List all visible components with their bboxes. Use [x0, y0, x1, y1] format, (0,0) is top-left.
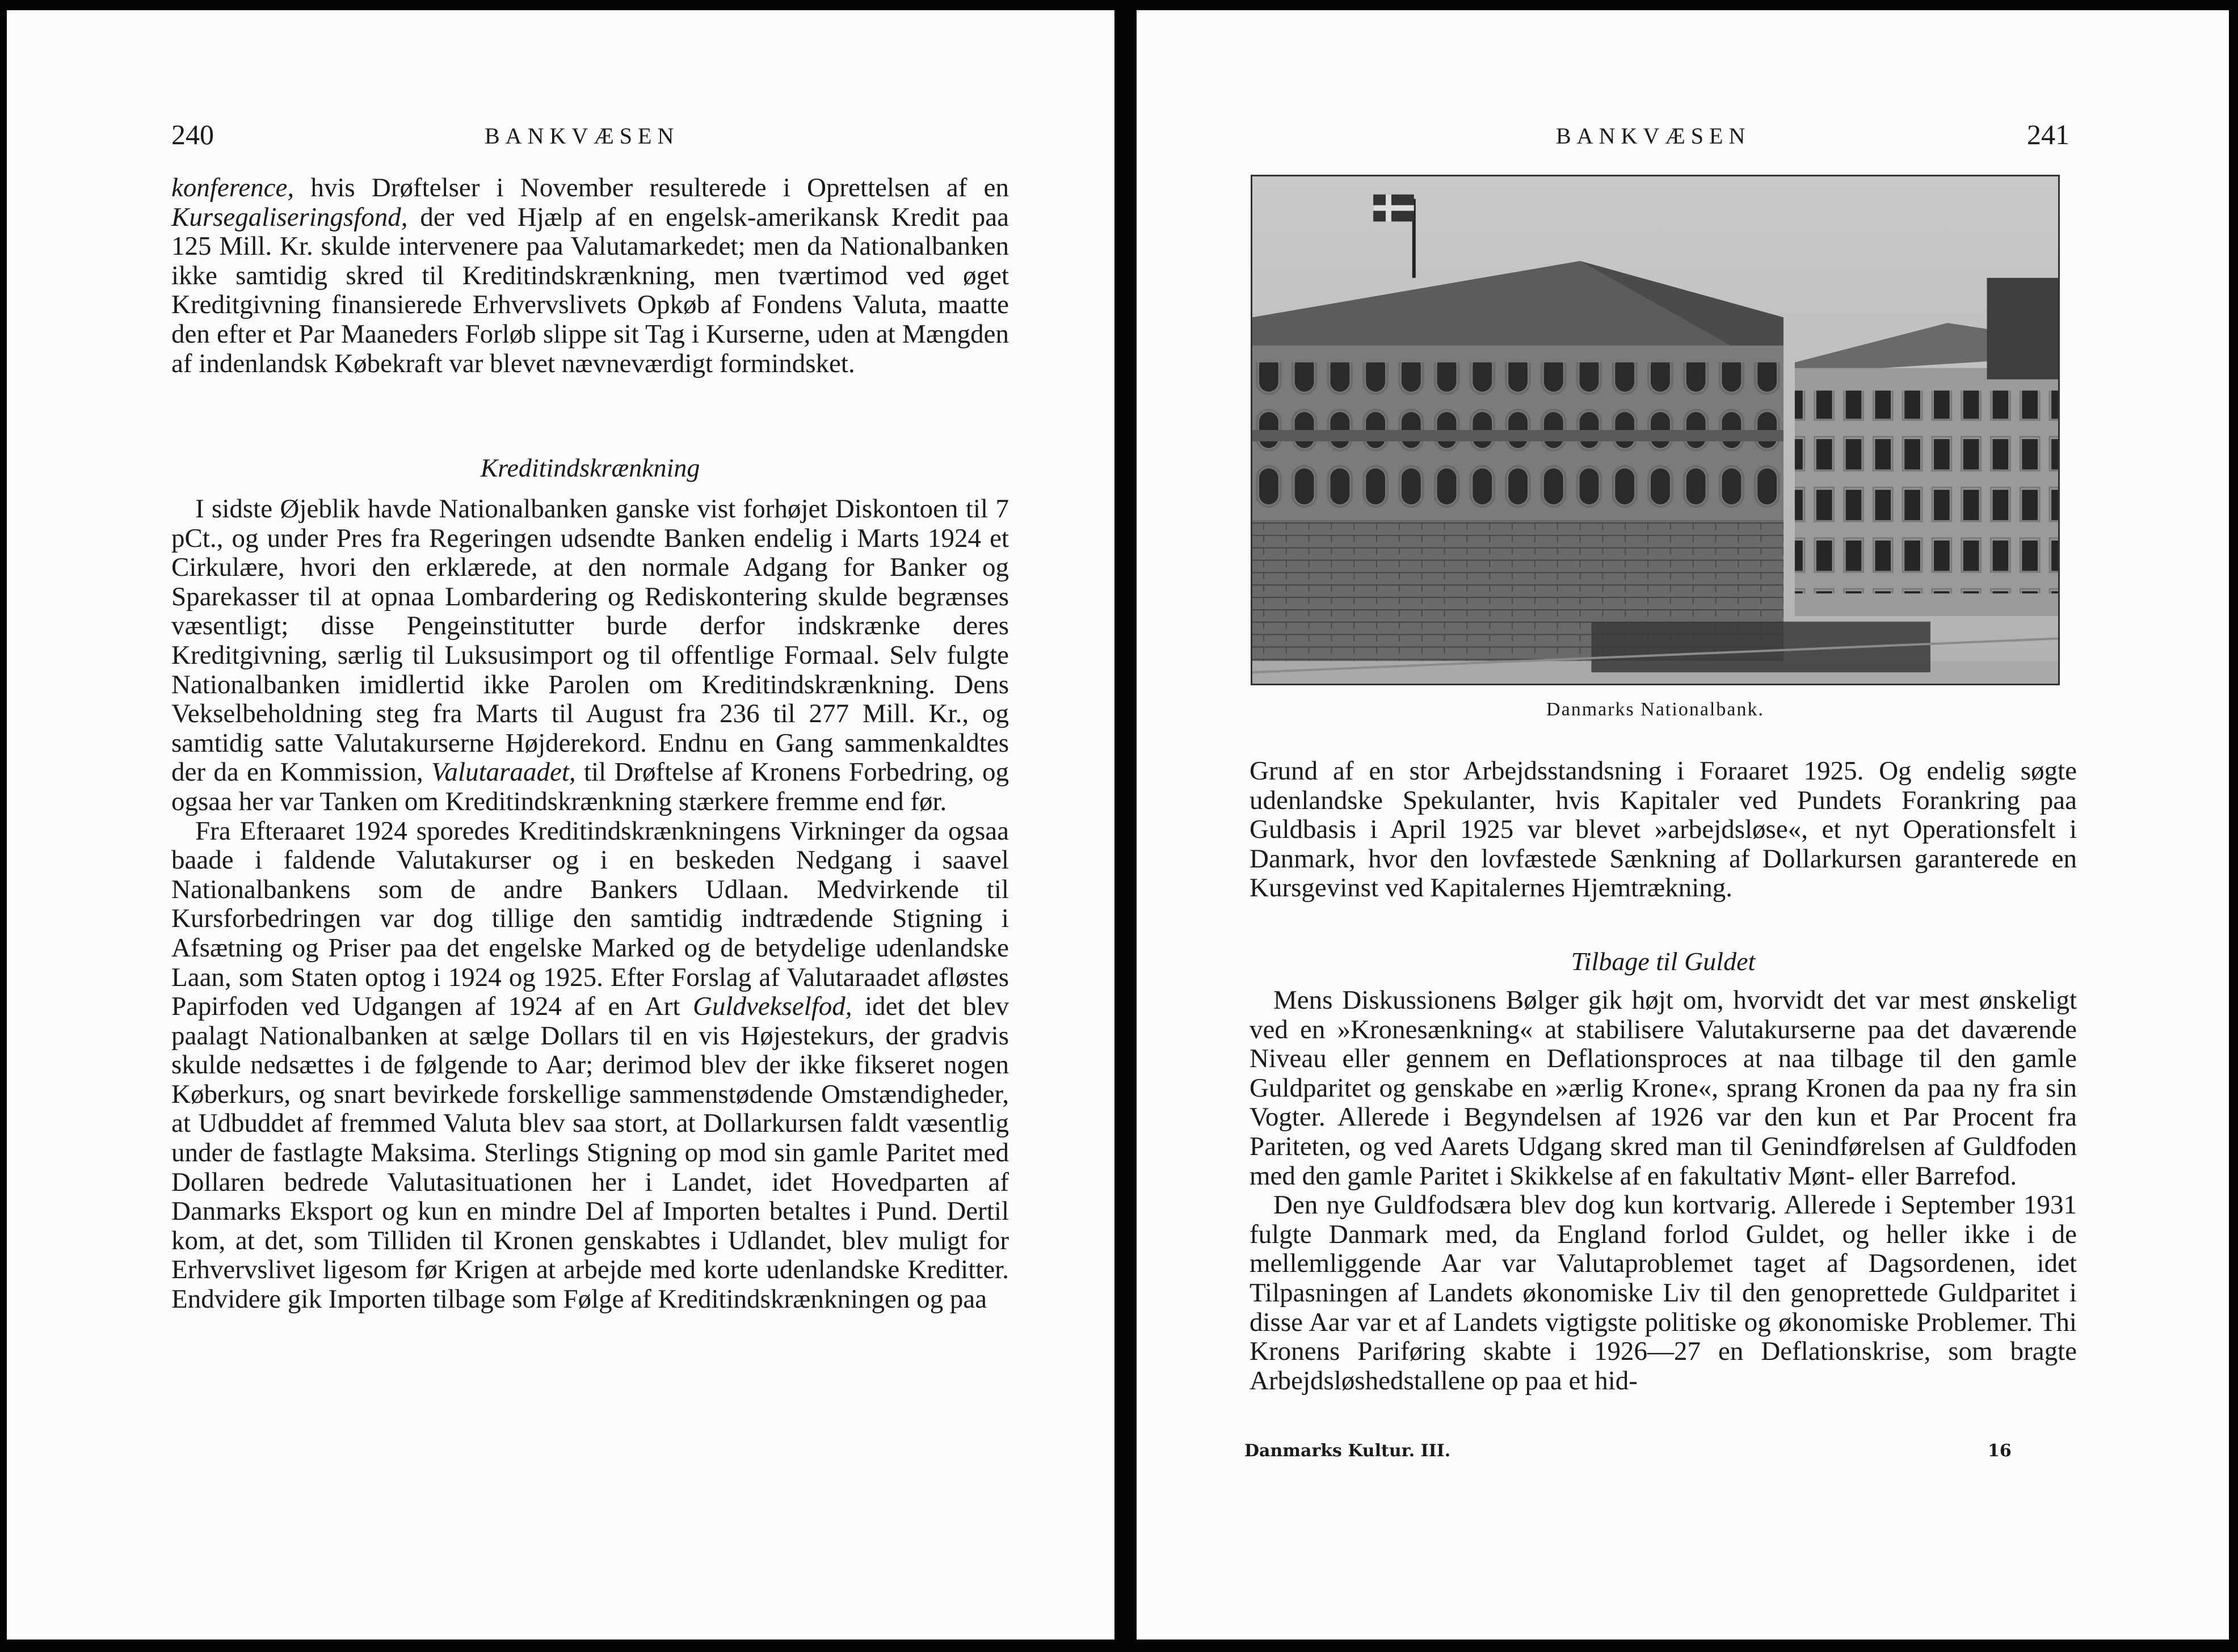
text-run: I sidste Øjeblik havde Nationalbanken ganske vist forhøjet Diskontoen til 7 pCt., og under Pres fra Regeringen udsendte Banken endelig i Marts 1924 et Cirkulære, hvori den erklærede, at den normale Adgang for Banker og Sparekasser til at opnaa Lombardering og Rediskontering skulde begrænses væsentligt; disse Pengeinstitutter burde derfor indskrænke deres Kreditgivning, særlig til Luksusimport og til offentlige Formaal. Selv fulgte Nationalbanken imidlertid ikke Parolen om Kreditindskrænkning. Dens Vekselbeholdning steg fra Marts til August fra 236 til 277 Mill. Kr., og samtidig satte Valutakurserne Højderekord. Endnu en Gang sammenkaldtes der da en Kommission,	[171, 494, 1009, 787]
section-title: Kreditindskrænkning	[480, 453, 700, 482]
italic-term: Guldvekselfod,	[692, 992, 852, 1022]
text-run: der ved Hjælp af en engelsk-amerikansk Kredit paa 125 Mill. Kr. skulde intervenere paa Valutamarkedet; men da Nationalbanken ikke samtidig skred til Kreditindskrænkning, men tværtimod ved øget Kreditgivning finansierede Erhvervslivets Opkøb af Fondens Valuta, maatte den efter et Par Maaneders Forløb slippe sit Tag i Kurserne, uden at Mængden af indenlandsk Købekraft var blevet nævneværdigt formindsket.	[171, 202, 1009, 378]
text-run: Fra Efteraaret 1924 sporedes Kreditindskrænkningens Virkninger da ogsaa baade i faldende Valutakurser og i en beskeden Nedgang i saavel Nationalbankens som de andre Bankers Udlaan. Medvirkende til Kursforbedringen var dog tillige den samtidig indtrædende Stigning i Afsætning og Priser paa det engelske Marked og de betydelige udenlandske Laan, som Staten optog i 1924 og 1925. Efter Forslag af Valutaraadet afløstes Papirfoden ved Udgangen af 1924 af en Art	[171, 816, 1009, 1022]
left-page	[7, 10, 1114, 1640]
body-text-main	[1250, 986, 2077, 1396]
section-title: Tilbage til Guldet	[1571, 947, 1756, 976]
page-number: 241	[2027, 119, 2069, 150]
running-head: BANKVÆSEN	[485, 123, 680, 149]
body-text-main	[171, 495, 1009, 1314]
paragraph	[171, 817, 1009, 1314]
italic-term: Kursegaliseringsfond,	[171, 202, 408, 232]
text-run: til Drøftelse af Kronens Forbedring, og ogsaa her var Tanken om Kreditindskrænkning stærkere fremme end før.	[171, 757, 1009, 816]
building-illustration	[1252, 176, 2058, 684]
text-run: idet det blev paalagt Nationalbanken at sælge Dollars til en vis Højestekurs, der gradvis skulde nedsættes i de følgende to Aar; derimod blev der ikke fikseret nogen Køberkurs, og snart bevirkede forskellige sammenstødende Omstændigheder, at Udbuddet af fremmed Valuta blev saa stort, at Dollarkursen faldt væsentlig under de fastlagte Maksima. Sterlings Stigning op mod sin gamle Paritet med Dollaren bedrede Valutasituationen her i Landet, idet Hovedparten af Danmarks Eksport og kun en mindre Del af Importen betaltes i Pund. Dertil kom, at det, som Tilliden til Kronen genskabtes i Udlandet, blev muligt for Erhvervslivet ligesom før Krigen at arbejde med korte udenlandske Kreditter. Endvidere gik Importen tilbage som Følge af Kreditindskrænkningen og paa	[171, 992, 1009, 1314]
italic-term: Valutaraadet,	[431, 757, 576, 787]
page-number: 240	[171, 119, 214, 150]
nationalbank-photo	[1251, 175, 2060, 685]
text-run: Mens Diskussionens Bølger gik højt om, hvorvidt det var mest ønskeligt ved en »Kronesænkning« at stabilisere Valutakurserne paa det daværende Niveau eller gennem en Deflationsproces at naa tilbage til den gamle Guldparitet og genskabe en »ærlig Krone«, sprang Kronen da paa ny fra sin Vogter. Allerede i Begyndelsen af 1926 var den kun et Par Procent fra Pariteten, og ved Aarets Udgang skred man til Genindførelsen af Guldfoden med den gamle Paritet i Skikkelse af en fakultativ Mønt- eller Barrefod.	[1250, 985, 2077, 1191]
body-text-top	[171, 174, 1009, 378]
paragraph	[171, 495, 1009, 817]
paragraph	[1250, 1191, 2077, 1396]
paragraph	[1250, 757, 2077, 903]
paragraph	[1250, 986, 2077, 1191]
paragraph	[171, 174, 1009, 378]
text-run: Grund af en stor Arbejdsstandsning i Foraaret 1925. Og endelig søgte udenlandske Spekulanter, hvis Kapitaler ved Pundets Forankring paa Guldbasis i April 1925 var blevet »arbejdsløse«, et nyt Operationsfelt i Danmark, hvor den lovfæstede Sænkning af Dollarkursen garanterede en Kursgevinst ved Kapitalernes Hjemtrækning.	[1250, 756, 2077, 903]
text-run: hvis Drøftelser i November resulterede i Oprettelsen af en	[294, 173, 1009, 203]
text-run: Den nye Guldfodsæra blev dog kun kortvarig. Allerede i September 1931 fulgte Danmark med, da England forlod Guldet, og heller ikke i de mellemliggende Aar var Valutaproblemet taget af Dagsordenen, idet Tilpasningen af Landets økonomiske Liv til den genoprettede Guldparitet i disse Aar var et af Landets vigtigste politiske og økonomiske Problemer. Thi Kronens Pariføring skabte i 1926—27 en Deflationskrise, som bragte Arbejdsløshedstallene op paa et hid-	[1250, 1190, 2077, 1396]
footer-sheet-number: 16	[1988, 1441, 2012, 1461]
right-page	[1137, 10, 2229, 1640]
footer-signature: Danmarks Kultur. III.	[1244, 1441, 1451, 1461]
italic-term: konference,	[171, 173, 295, 203]
photo-caption: Danmarks Nationalbank.	[1546, 699, 1764, 720]
body-text-top	[1250, 757, 2077, 903]
running-head: BANKVÆSEN	[1556, 123, 1751, 149]
